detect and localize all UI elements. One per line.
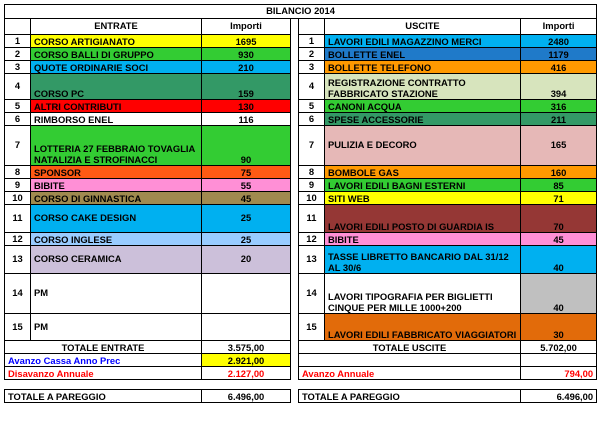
totale-uscite-label: TOTALE USCITE bbox=[299, 341, 521, 354]
avanzo-cassa-value: 2.921,00 bbox=[202, 354, 291, 367]
uscita-amount: 40 bbox=[521, 274, 597, 314]
row-number: 2 bbox=[299, 48, 325, 61]
entrate-header: ENTRATE bbox=[31, 19, 202, 35]
entrata-label: SPONSOR bbox=[31, 166, 202, 179]
row-number: 7 bbox=[299, 126, 325, 166]
uscita-label: LAVORI EDILI MAGAZZINO MERCI bbox=[325, 35, 521, 48]
uscita-amount: 70 bbox=[521, 205, 597, 233]
avanzo-annuale-value: 794,00 bbox=[521, 367, 597, 380]
num-header-left bbox=[5, 19, 31, 35]
table-row bbox=[5, 205, 597, 233]
avanzo-cassa-row bbox=[5, 354, 597, 367]
row-number: 1 bbox=[299, 35, 325, 48]
uscita-amount: 211 bbox=[521, 113, 597, 126]
row-number: 7 bbox=[5, 126, 31, 166]
entrata-label: RIMBORSO ENEL bbox=[31, 113, 202, 126]
empty-cell bbox=[521, 354, 597, 367]
entrata-label: QUOTE ORDINARIE SOCI bbox=[31, 61, 202, 74]
row-number: 12 bbox=[299, 233, 325, 246]
row-number: 10 bbox=[299, 192, 325, 205]
sheet-title: BILANCIO 2014 bbox=[5, 5, 597, 19]
bilancio-table bbox=[4, 4, 597, 403]
row-number: 14 bbox=[5, 274, 31, 314]
num-header-right bbox=[299, 19, 325, 35]
entrata-amount: 116 bbox=[202, 113, 291, 126]
row-number: 12 bbox=[5, 233, 31, 246]
entrata-amount: 25 bbox=[202, 205, 291, 233]
row-number: 5 bbox=[5, 100, 31, 113]
table-row bbox=[5, 48, 597, 61]
avanzo-cassa-label: Avanzo Cassa Anno Prec bbox=[5, 354, 202, 367]
row-number: 8 bbox=[299, 166, 325, 179]
uscita-amount: 1179 bbox=[521, 48, 597, 61]
row-number: 13 bbox=[299, 246, 325, 274]
uscita-label: LAVORI EDILI BAGNI ESTERNI bbox=[325, 179, 521, 192]
uscita-amount: 2480 bbox=[521, 35, 597, 48]
entrata-amount: 75 bbox=[202, 166, 291, 179]
row-number: 6 bbox=[299, 113, 325, 126]
avanzo-annuale-label: Avanzo Annuale bbox=[299, 367, 521, 380]
uscita-label: BIBITE bbox=[325, 233, 521, 246]
entrata-label: ALTRI CONTRIBUTI bbox=[31, 100, 202, 113]
uscita-label: BOMBOLE GAS bbox=[325, 166, 521, 179]
table-row bbox=[5, 126, 597, 166]
uscite-header: USCITE bbox=[325, 19, 521, 35]
entrata-label: PM bbox=[31, 314, 202, 341]
uscita-amount: 316 bbox=[521, 100, 597, 113]
row-number: 11 bbox=[5, 205, 31, 233]
totale-uscite-value: 5.702,00 bbox=[521, 341, 597, 354]
entrata-amount bbox=[202, 274, 291, 314]
totale-entrate-label: TOTALE ENTRATE bbox=[5, 341, 202, 354]
entrata-label: CORSO ARTIGIANATO bbox=[31, 35, 202, 48]
pareggio-left-value: 6.496,00 bbox=[202, 390, 291, 403]
table-row bbox=[5, 246, 597, 274]
table-row bbox=[5, 100, 597, 113]
row-number: 9 bbox=[5, 179, 31, 192]
importi-header-left: Importi bbox=[202, 19, 291, 35]
uscita-amount: 160 bbox=[521, 166, 597, 179]
uscita-label: CANONI ACQUA bbox=[325, 100, 521, 113]
table-row bbox=[5, 274, 597, 314]
entrata-amount: 210 bbox=[202, 61, 291, 74]
row-number: 15 bbox=[5, 314, 31, 341]
row-number: 2 bbox=[5, 48, 31, 61]
pareggio-right-value: 6.496,00 bbox=[521, 390, 597, 403]
uscita-amount: 45 bbox=[521, 233, 597, 246]
row-number: 14 bbox=[299, 274, 325, 314]
uscita-label: TASSE LIBRETTO BANCARIO DAL 31/12 AL 30/6 bbox=[325, 246, 521, 274]
row-number: 9 bbox=[299, 179, 325, 192]
uscita-label: SITI WEB bbox=[325, 192, 521, 205]
table-row bbox=[5, 314, 597, 341]
uscita-label: LAVORI EDILI FABBRICATO VIAGGIATORI bbox=[325, 314, 521, 341]
row-number: 15 bbox=[299, 314, 325, 341]
uscita-amount: 40 bbox=[521, 246, 597, 274]
table-row bbox=[5, 61, 597, 74]
entrata-label: CORSO PC bbox=[31, 74, 202, 100]
entrata-label: CORSO CERAMICA bbox=[31, 246, 202, 274]
table-row bbox=[5, 233, 597, 246]
table-row bbox=[5, 74, 597, 100]
entrata-label: CORSO CAKE DESIGN bbox=[31, 205, 202, 233]
uscita-amount: 416 bbox=[521, 61, 597, 74]
spacer bbox=[5, 380, 597, 390]
entrata-amount: 130 bbox=[202, 100, 291, 113]
entrata-amount: 20 bbox=[202, 246, 291, 274]
pareggio-right-label: TOTALE A PAREGGIO bbox=[299, 390, 521, 403]
entrata-label: CORSO BALLI DI GRUPPO bbox=[31, 48, 202, 61]
entrata-amount: 90 bbox=[202, 126, 291, 166]
table-row bbox=[5, 35, 597, 48]
table-row bbox=[5, 179, 597, 192]
entrata-label: LOTTERIA 27 FEBBRAIO TOVAGLIA NATALIZIA E STROFINACCI bbox=[31, 126, 202, 166]
uscita-label: LAVORI TIPOGRAFIA PER BIGLIETTI CINQUE PER MILLE 1000+200 bbox=[325, 274, 521, 314]
entrata-label: CORSO INGLESE bbox=[31, 233, 202, 246]
uscita-amount: 85 bbox=[521, 179, 597, 192]
row-number: 3 bbox=[299, 61, 325, 74]
table-row bbox=[5, 113, 597, 126]
empty-cell bbox=[299, 354, 521, 367]
uscita-label: BOLLETTE TELEFONO bbox=[325, 61, 521, 74]
row-number: 4 bbox=[5, 74, 31, 100]
table-row bbox=[5, 192, 597, 205]
pareggio-row bbox=[5, 390, 597, 403]
entrata-amount: 25 bbox=[202, 233, 291, 246]
row-number: 1 bbox=[5, 35, 31, 48]
entrata-label: BIBITE bbox=[31, 179, 202, 192]
uscita-amount: 165 bbox=[521, 126, 597, 166]
row-number: 5 bbox=[299, 100, 325, 113]
disavanzo-row bbox=[5, 367, 597, 380]
uscita-label: BOLLETTE ENEL bbox=[325, 48, 521, 61]
pareggio-left-label: TOTALE A PAREGGIO bbox=[5, 390, 202, 403]
entrata-amount: 1695 bbox=[202, 35, 291, 48]
uscita-label: PULIZIA E DECORO bbox=[325, 126, 521, 166]
uscita-label: SPESE ACCESSORIE bbox=[325, 113, 521, 126]
entrata-amount: 159 bbox=[202, 74, 291, 100]
totals-row bbox=[5, 341, 597, 354]
uscita-amount: 71 bbox=[521, 192, 597, 205]
row-number: 6 bbox=[5, 113, 31, 126]
disavanzo-label: Disavanzo Annuale bbox=[5, 367, 202, 380]
entrata-amount: 55 bbox=[202, 179, 291, 192]
table-row bbox=[5, 166, 597, 179]
row-number: 10 bbox=[5, 192, 31, 205]
row-number: 13 bbox=[5, 246, 31, 274]
uscita-label: LAVORI EDILI POSTO DI GUARDIA IS bbox=[325, 205, 521, 233]
uscita-amount: 394 bbox=[521, 74, 597, 100]
entrata-amount: 930 bbox=[202, 48, 291, 61]
uscita-amount: 30 bbox=[521, 314, 597, 341]
balance-sheet bbox=[4, 4, 596, 440]
row-number: 4 bbox=[299, 74, 325, 100]
row-number: 8 bbox=[5, 166, 31, 179]
uscita-label: REGISTRAZIONE CONTRATTO FABBRICATO STAZIONE bbox=[325, 74, 521, 100]
entrata-label: PM bbox=[31, 274, 202, 314]
row-number: 3 bbox=[5, 61, 31, 74]
column-gap bbox=[291, 19, 299, 35]
importi-header-right: Importi bbox=[521, 19, 597, 35]
entrata-label: CORSO DI GINNASTICA bbox=[31, 192, 202, 205]
entrata-amount bbox=[202, 314, 291, 341]
entrata-amount: 45 bbox=[202, 192, 291, 205]
disavanzo-value: 2.127,00 bbox=[202, 367, 291, 380]
row-number: 11 bbox=[299, 205, 325, 233]
totale-entrate-value: 3.575,00 bbox=[202, 341, 291, 354]
